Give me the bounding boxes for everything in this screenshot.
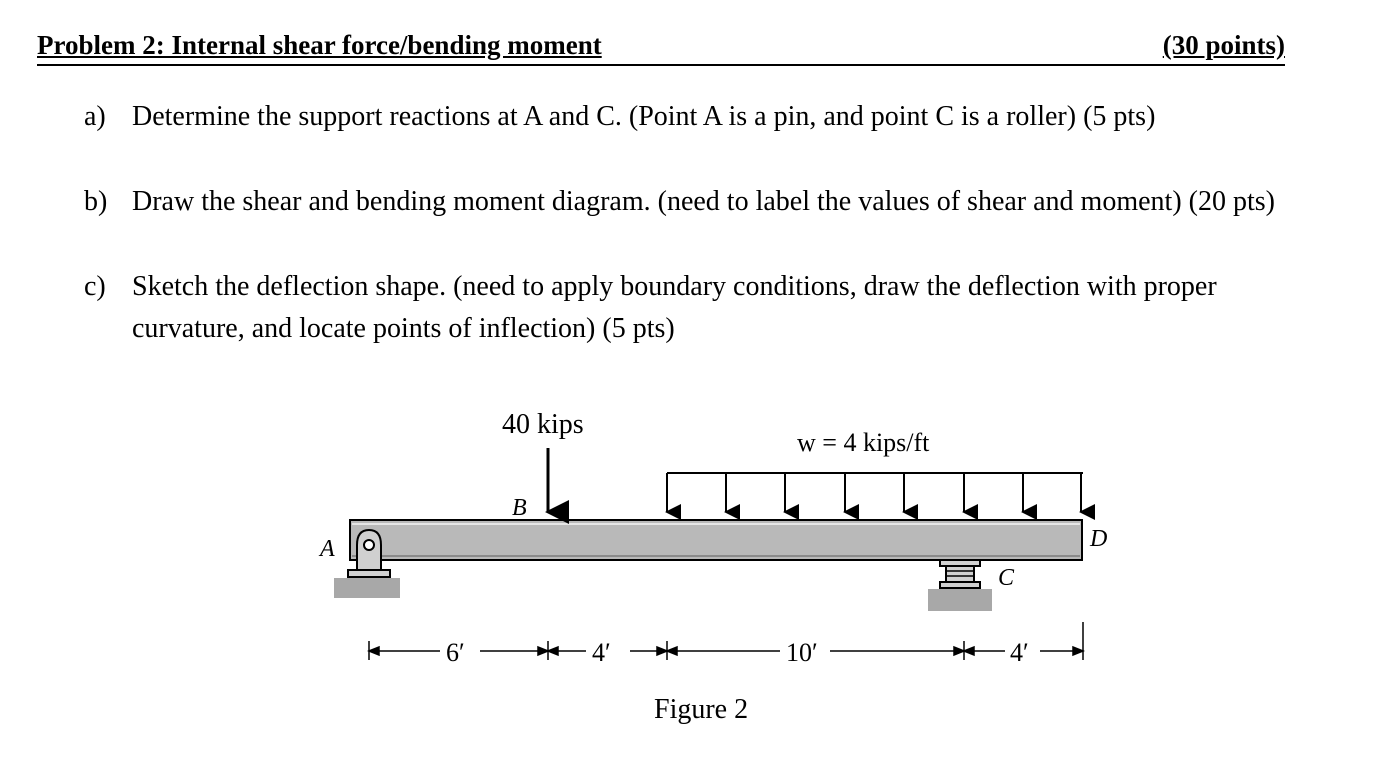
question-c-text: Sketch the deflection shape. (need to apply boundary conditions, draw the deflection with proper curvature, and locate points of inflection) (5 pts) xyxy=(132,271,1217,344)
question-b-text: Draw the shear and bending moment diagram. (need to label the values of shear and moment) (20 pts) xyxy=(132,186,1275,217)
figure-caption: Figure 2 xyxy=(654,694,749,725)
roller-support-c xyxy=(928,560,992,611)
question-a-text: Determine the support reactions at A and C. (Point A is a pin, and point C is a roller) (5 pts) xyxy=(132,101,1156,132)
dimension-cd: 4′ xyxy=(1010,638,1029,667)
point-a-label: A xyxy=(320,536,335,562)
question-a-label: a) xyxy=(84,101,106,132)
problem-title: Problem 2: Internal shear force/bending moment xyxy=(37,30,602,60)
distributed-load-arrows xyxy=(667,473,1081,512)
dimension-mid: 10′ xyxy=(786,638,818,667)
point-d-label: D xyxy=(1090,526,1108,552)
point-b-label: B xyxy=(512,495,527,521)
beam xyxy=(350,520,1082,560)
distributed-load-label: w = 4 kips/ft xyxy=(797,428,930,457)
question-c-label: c) xyxy=(84,271,106,302)
problem-points: (30 points) xyxy=(1162,30,1285,60)
dimension-ab: 6′ xyxy=(446,638,465,667)
point-load-label: 40 kips xyxy=(502,409,584,440)
point-c-label: C xyxy=(998,565,1015,591)
dimension-line xyxy=(369,622,1083,660)
dimension-bc-start: 4′ xyxy=(592,638,611,667)
question-b-label: b) xyxy=(84,186,108,217)
distributed-load xyxy=(667,473,1083,512)
